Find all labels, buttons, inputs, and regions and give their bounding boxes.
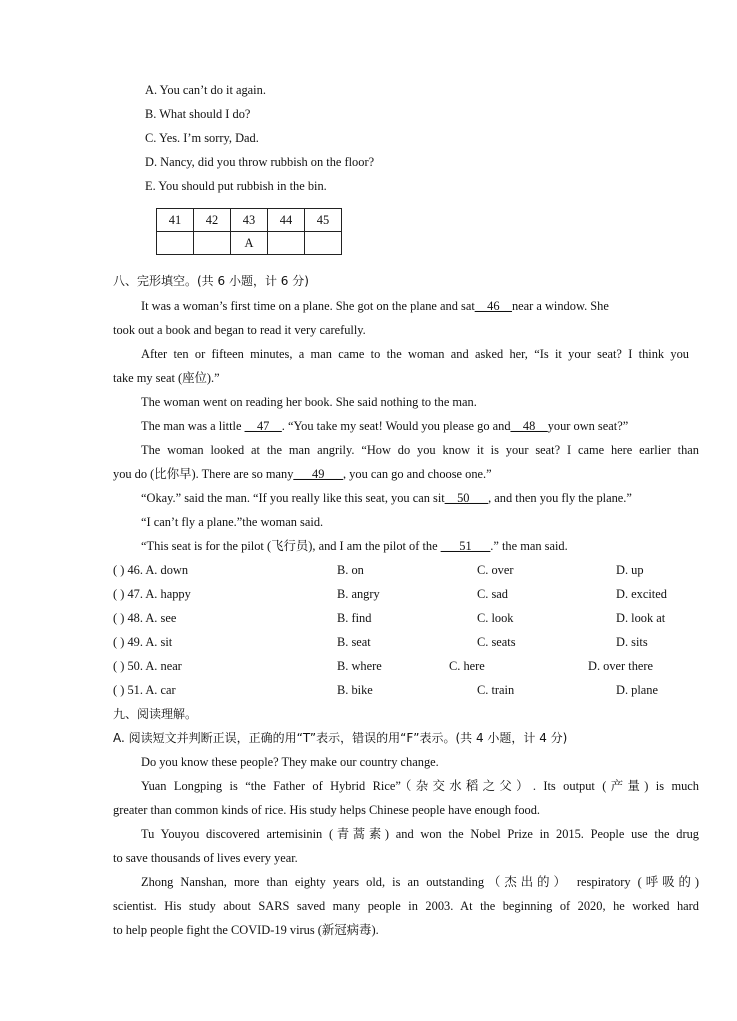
- choice-b[interactable]: B. bike: [337, 683, 373, 697]
- choice-b[interactable]: B. find: [337, 611, 372, 625]
- choice-d[interactable]: D. excited: [616, 587, 667, 601]
- choice-d[interactable]: D. over there: [588, 659, 654, 673]
- table-header-cell: 45: [305, 209, 342, 232]
- answer-cell[interactable]: A: [231, 232, 268, 255]
- option-b: B. What should I do?: [145, 107, 251, 121]
- option-d: D. Nancy, did you throw rubbish on the floor?: [145, 155, 375, 169]
- answer-cell[interactable]: [305, 232, 342, 255]
- question-stem: ( ) 49. A. sit: [113, 635, 173, 649]
- blank-46: __46__: [474, 299, 512, 313]
- choice-c[interactable]: C. here: [449, 659, 485, 673]
- question-stem: ( ) 46. A. down: [113, 563, 189, 577]
- answer-table-header-row: [157, 209, 342, 232]
- question-stem: ( ) 50. A. near: [113, 659, 182, 673]
- option-a: A. You can’t do it again.: [145, 83, 266, 97]
- passage-text: . “You take my seat! Would you please go and: [281, 419, 511, 433]
- passage-text: you do (比你早). There are so many: [113, 467, 294, 481]
- table-header-cell: 41: [157, 209, 194, 232]
- choice-c[interactable]: C. look: [477, 611, 514, 625]
- passage-line: “I can’t fly a plane.”the woman said.: [141, 515, 324, 529]
- passage-line: take my seat (座位).”: [113, 371, 220, 385]
- section-9-title: 九、阅读理解。: [113, 707, 198, 721]
- passage-text: “This seat is for the pilot (飞行员), and I am the pilot of the: [141, 539, 441, 553]
- blank-47: __47__: [244, 419, 282, 433]
- passage-text: It was a woman’s first time on a plane. She got on the plane and sat: [141, 299, 475, 313]
- choice-c[interactable]: C. train: [477, 683, 515, 697]
- answer-cell[interactable]: [194, 232, 231, 255]
- choice-c[interactable]: C. over: [477, 563, 514, 577]
- reading-line: Do you know these people? They make our country change.: [141, 755, 439, 769]
- answer-cell[interactable]: [268, 232, 305, 255]
- reading-line: scientist. His study about SARS saved many people in 2003. At the beginning of 2020, he worked hard: [113, 899, 699, 913]
- choice-b[interactable]: B. on: [337, 563, 364, 577]
- passage-line: The woman looked at the man angrily. “How do you know it is your seat? I came here earlier than: [141, 443, 699, 457]
- question-stem: ( ) 47. A. happy: [113, 587, 191, 601]
- question-stem: ( ) 48. A. see: [113, 611, 177, 625]
- passage-text: .” the man said.: [490, 539, 568, 553]
- passage-text: “Okay.” said the man. “If you really like this seat, you can sit: [141, 491, 445, 505]
- reading-line: to help people fight the COVID-19 virus (新冠病毒).: [113, 923, 379, 937]
- table-header-cell: 44: [268, 209, 305, 232]
- passage-line: [141, 538, 568, 554]
- question-stem: ( ) 51. A. car: [113, 683, 176, 697]
- passage-line: [141, 418, 628, 434]
- choice-c[interactable]: C. sad: [477, 587, 508, 601]
- choice-d[interactable]: D. plane: [616, 683, 658, 697]
- passage-line: The woman went on reading her book. She said nothing to the man.: [141, 395, 477, 409]
- choice-d[interactable]: D. look at: [616, 611, 666, 625]
- choice-b[interactable]: B. seat: [337, 635, 371, 649]
- passage-text: The man was a little: [141, 419, 245, 433]
- answer-table-answer-row: [157, 232, 342, 255]
- choice-b[interactable]: B. angry: [337, 587, 380, 601]
- choice-c[interactable]: C. seats: [477, 635, 516, 649]
- section-9a-instructions: A. 阅读短文并判断正误，正确的用“T”表示，错误的用“F”表示。(共 4 小题，计 4 分): [113, 731, 568, 745]
- table-header-cell: 43: [231, 209, 268, 232]
- passage-line: [113, 466, 492, 482]
- choice-d[interactable]: D. up: [616, 563, 644, 577]
- passage-line: [141, 490, 632, 506]
- blank-50: __50___: [444, 491, 489, 505]
- passage-line: took out a book and began to read it very carefully.: [113, 323, 366, 337]
- reading-line: Yuan Longping is “the Father of Hybrid Rice”（杂交水稻之父）. Its output (产量) is much: [141, 779, 699, 793]
- passage-text: , and then you fly the plane.”: [488, 491, 632, 505]
- option-e: E. You should put rubbish in the bin.: [145, 179, 327, 193]
- reading-line: Zhong Nanshan, more than eighty years old, is an outstanding（杰出的） respiratory (呼吸的): [141, 875, 699, 889]
- passage-line: [141, 298, 609, 314]
- answer-cell[interactable]: [157, 232, 194, 255]
- reading-line: to save thousands of lives every year.: [113, 851, 298, 865]
- passage-text: , you can go and choose one.”: [342, 467, 492, 481]
- passage-text: near a window. She: [511, 299, 609, 313]
- reading-line: Tu Youyou discovered artemisinin (青蒿素) and won the Nobel Prize in 2015. People use the drug: [141, 827, 699, 841]
- passage-text: your own seat?”: [547, 419, 629, 433]
- reading-line: greater than common kinds of rice. His study helps Chinese people have enough food.: [113, 803, 541, 817]
- choice-d[interactable]: D. sits: [616, 635, 648, 649]
- choice-b[interactable]: B. where: [337, 659, 382, 673]
- blank-48: __48__: [510, 419, 548, 433]
- table-header-cell: 42: [194, 209, 231, 232]
- answer-table: [156, 208, 342, 255]
- blank-51: ___51___: [440, 539, 491, 553]
- section-8-title: 八、完形填空。(共 6 小题，计 6 分): [113, 274, 309, 288]
- passage-line: After ten or fifteen minutes, a man came to the woman and asked her, “Is it your seat? I think you: [141, 347, 689, 361]
- option-c: C. Yes. I’m sorry, Dad.: [145, 131, 259, 145]
- blank-49: ___49___: [293, 467, 343, 481]
